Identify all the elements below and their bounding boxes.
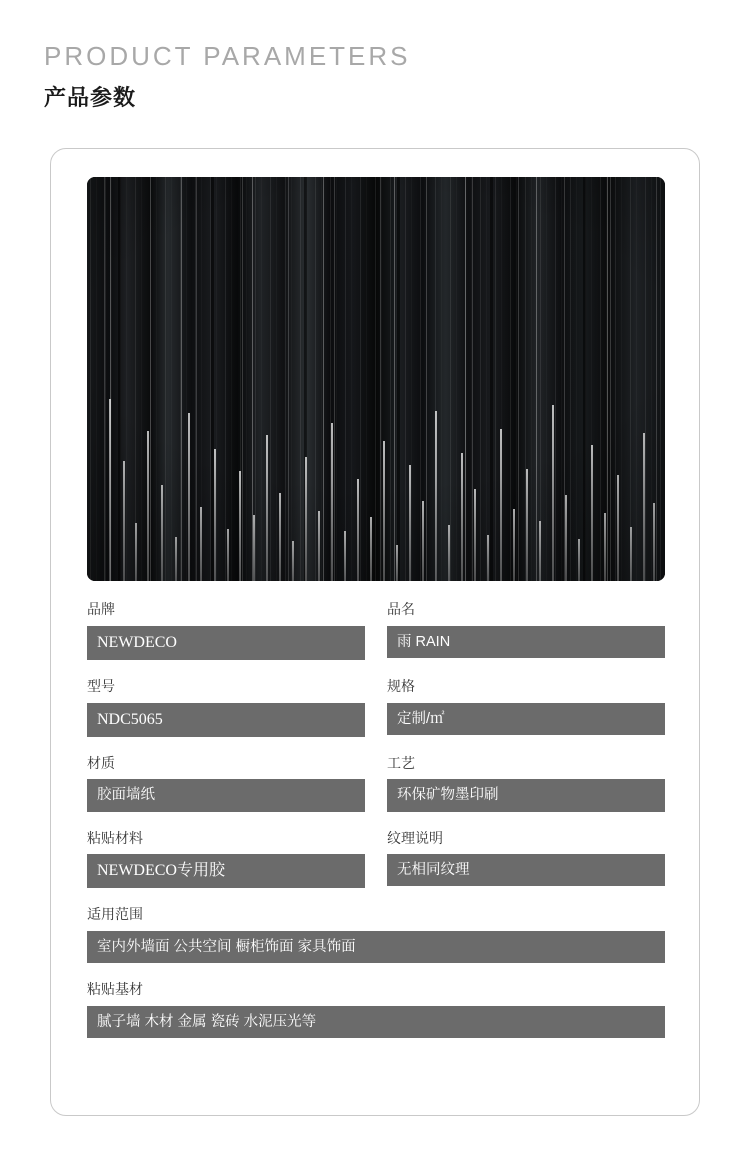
spec-cell-product-name: [387, 601, 665, 660]
spec-label: 品名: [387, 601, 415, 617]
page-title-cn: 产品参数: [44, 84, 137, 110]
spec-value: 定制/㎡: [387, 703, 665, 735]
spec-value: 无相同纹理: [387, 854, 665, 886]
spec-value: 雨 RAIN: [387, 626, 665, 658]
spec-label: 适用范围: [87, 906, 143, 923]
spec-label: 粘贴材料: [87, 829, 143, 846]
spec-row: [87, 755, 665, 812]
spec-value: 环保矿物墨印刷: [387, 779, 665, 811]
spec-cell-applications: [87, 906, 665, 963]
spec-label: 纹理说明: [387, 829, 443, 846]
page-title-en: PRODUCT PARAMETERS: [44, 41, 411, 71]
spec-value: 腻子墙 木材 金属 瓷砖 水泥压光等: [87, 1006, 665, 1038]
spec-value: NDC5065: [87, 703, 365, 737]
product-card: [50, 148, 700, 1116]
spec-value: 胶面墙纸: [87, 779, 365, 811]
spec-value: NEWDECO: [87, 626, 365, 660]
spec-cell-process: [387, 755, 665, 812]
spec-label: 工艺: [387, 754, 415, 771]
spec-label: 规格: [387, 677, 415, 694]
spec-label: 粘贴基材: [87, 981, 143, 998]
spec-row: [87, 981, 665, 1038]
spec-cell-brand: [87, 601, 365, 660]
spec-row: [87, 678, 665, 737]
page-header: [0, 0, 750, 112]
spec-value: 室内外墙面 公共空间 橱柜饰面 家具饰面: [87, 931, 665, 963]
spec-row: [87, 830, 665, 889]
texture-vignette: [87, 177, 665, 581]
spec-cell-specification: [387, 678, 665, 737]
spec-cell-adhesive: [87, 830, 365, 889]
spec-cell-texture-note: [387, 830, 665, 889]
spec-table: [87, 601, 665, 1056]
spec-label: 材质: [87, 754, 115, 771]
spec-cell-material: [87, 755, 365, 812]
spec-row: [87, 906, 665, 963]
spec-row: [87, 601, 665, 660]
spec-cell-model: [87, 678, 365, 737]
product-texture-image: [87, 177, 665, 581]
spec-cell-substrates: [87, 981, 665, 1038]
spec-label: 品牌: [87, 601, 115, 617]
spec-value: NEWDECO专用胶: [87, 854, 365, 888]
spec-label: 型号: [87, 677, 115, 694]
